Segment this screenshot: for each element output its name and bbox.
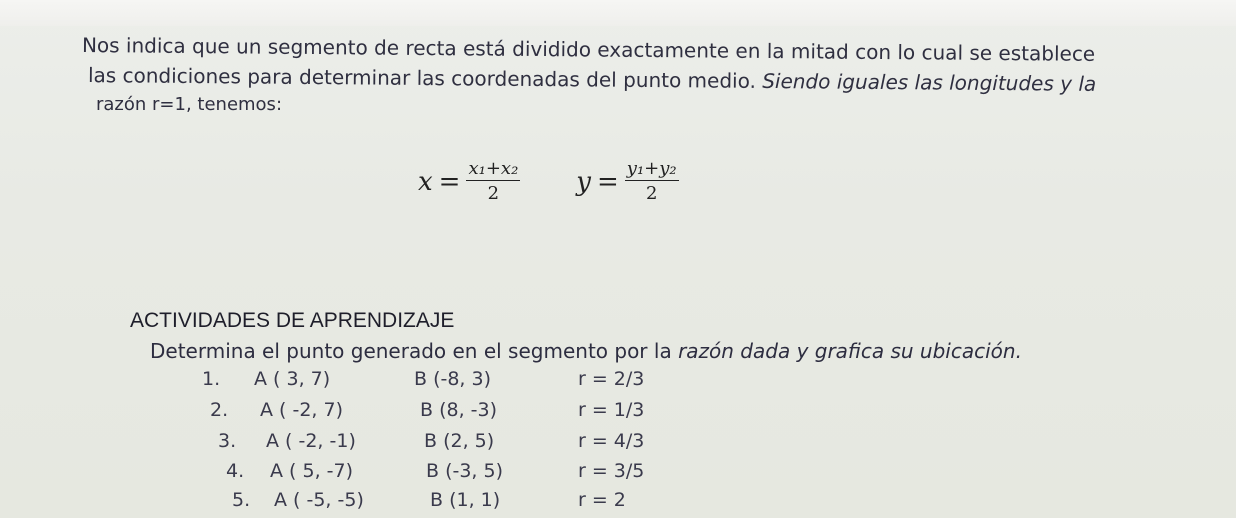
midpoint-formulas: [418, 158, 679, 205]
ratio: r = 2: [578, 489, 626, 511]
point-b: B (8, -3): [420, 399, 498, 421]
formula-x-var: x: [418, 166, 433, 197]
point-b: B (2, 5): [424, 430, 495, 452]
intro-paragraph: [82, 30, 1202, 120]
formula-y-numerator: y₁+y₂: [626, 158, 677, 179]
point-b: B (1, 1): [430, 489, 501, 511]
formula-y-var: y: [576, 166, 591, 197]
point-b: B (-8, 3): [414, 368, 492, 390]
point-a: A ( 3, 7): [254, 368, 331, 390]
point-a: A ( 5, -7): [270, 460, 354, 482]
point-b: B (-3, 5): [426, 460, 504, 482]
formula-x-fraction: [466, 158, 520, 205]
formula-x-denominator: 2: [487, 183, 500, 204]
formula-x-numerator: x₁+x₂: [468, 158, 519, 179]
formula-y-fraction: [625, 158, 679, 205]
ratio: r = 1/3: [578, 399, 645, 421]
activities-heading: ACTIVIDADES DE APRENDIZAJE: [130, 309, 455, 332]
ratio: r = 3/5: [578, 460, 645, 482]
formula-y-denominator: 2: [646, 183, 658, 204]
point-a: A ( -2, -1): [266, 430, 356, 452]
instruction-part-b: razón dada y grafica su ubicación.: [678, 339, 1022, 363]
problem-number: 1.: [202, 368, 221, 390]
activities-instruction: [150, 339, 1022, 363]
formula-x-equals: =: [438, 166, 461, 197]
intro-line-3: razón r=1, tenemos:: [96, 94, 283, 115]
problem-number: 5.: [232, 489, 251, 511]
problem-number: 2.: [210, 399, 229, 421]
formula-x: [418, 158, 520, 205]
point-a: A ( -2, 7): [260, 399, 344, 421]
problem-number: 4.: [226, 460, 245, 482]
intro-line-1: Nos indica que un segmento de recta está dividido exactamente en la mitad con lo cual se establece: [81, 33, 1096, 66]
instruction-part-a: Determina el punto generado en el segmento por la: [150, 339, 672, 363]
ratio: r = 2/3: [578, 368, 645, 390]
problem-number: 3.: [218, 430, 237, 452]
formula-y: [576, 158, 678, 205]
point-a: A ( -5, -5): [274, 489, 364, 511]
intro-line-2-b: Siendo iguales las longitudes y la: [762, 68, 1097, 96]
ratio: r = 4/3: [578, 430, 645, 452]
page-top-edge: [0, 0, 1236, 26]
intro-line-2-a: las condiciones para determinar las coordenadas del punto medio.: [87, 63, 757, 93]
formula-y-equals: =: [597, 166, 619, 197]
